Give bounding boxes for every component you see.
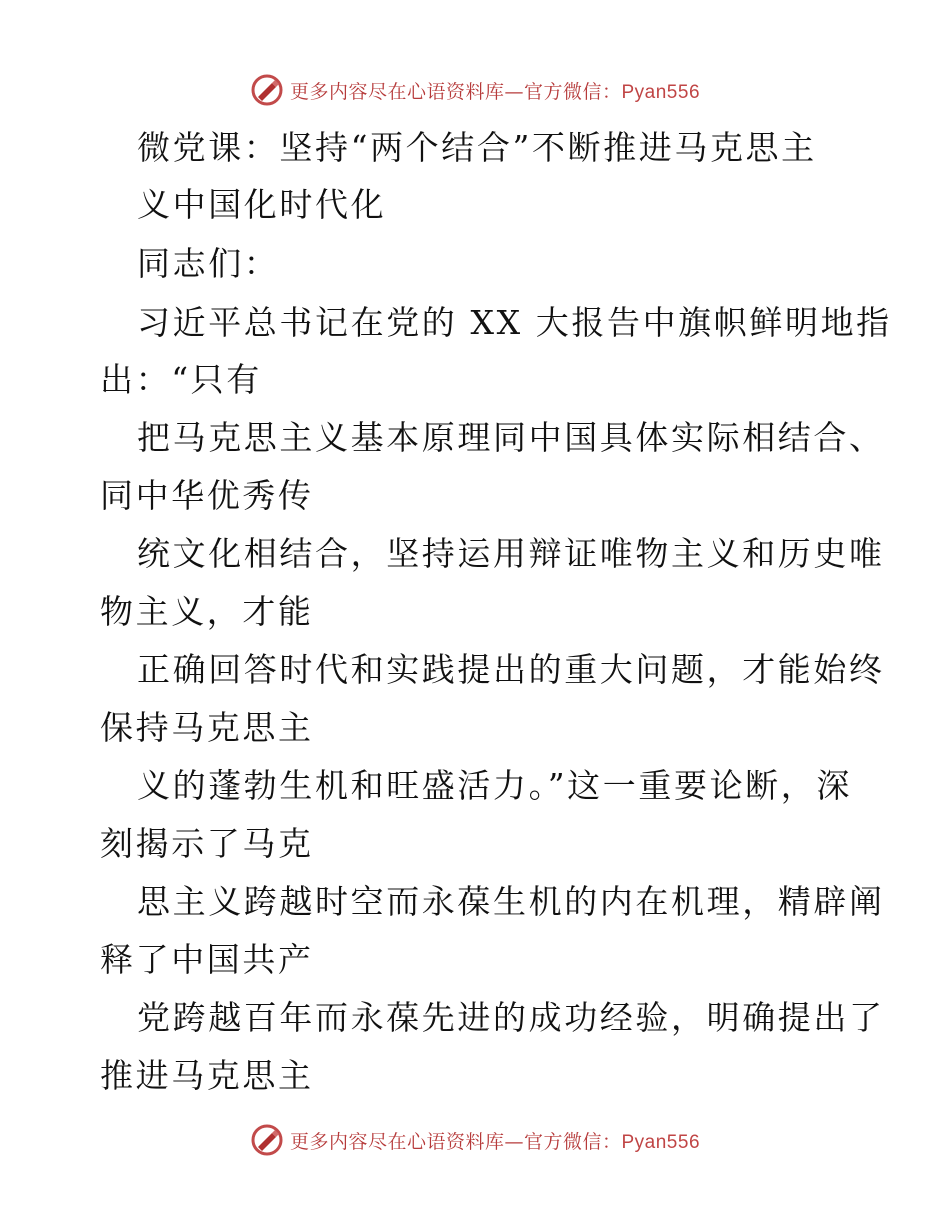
body-line: 统文化相结合，坚持运用辩证唯物主义和历史唯 bbox=[137, 534, 885, 573]
body-line: 释了中国共产 bbox=[100, 940, 314, 979]
body-line: 推进马克思主 bbox=[100, 1056, 314, 1095]
wechat-id: Pyan556 bbox=[621, 1131, 701, 1153]
footer-banner bbox=[0, 1120, 950, 1160]
body-line: 党跨越百年而永葆先进的成功经验，明确提出了 bbox=[137, 998, 885, 1037]
wechat-id: Pyan556 bbox=[621, 81, 701, 103]
body-line: 把马克思主义基本原理同中国具体实际相结合、 bbox=[137, 418, 885, 457]
banner-text: 更多内容尽在心语资料库—官方微信：Pyan556 bbox=[289, 1130, 701, 1153]
banner-text: 更多内容尽在心语资料库—官方微信：Pyan556 bbox=[289, 80, 701, 103]
body-line: 保持马克思主 bbox=[100, 708, 314, 747]
body-line: 同中华优秀传 bbox=[100, 476, 314, 515]
body-line: 正确回答时代和实践提出的重大问题，才能始终 bbox=[137, 650, 885, 689]
title-line-2: 义中国化时代化 bbox=[137, 185, 387, 224]
body-line: 刻揭示了马克 bbox=[100, 824, 314, 863]
body-line: 义的蓬勃生机和旺盛活力。”这一重要论断，深 bbox=[137, 766, 852, 805]
body-line: 物主义，才能 bbox=[100, 592, 314, 631]
pen-circle-logo-icon bbox=[250, 1123, 284, 1157]
body-line: 习近平总书记在党的 XX 大报告中旗帜鲜明地指 bbox=[137, 303, 892, 342]
body-line: 思主义跨越时空而永葆生机的内在机理，精辟阐 bbox=[137, 882, 885, 921]
salutation: 同志们： bbox=[137, 244, 280, 283]
body-line: 出：“只有 bbox=[100, 360, 262, 399]
title-line-1: 微党课：坚持“两个结合”不断推进马克思主 bbox=[137, 128, 817, 167]
